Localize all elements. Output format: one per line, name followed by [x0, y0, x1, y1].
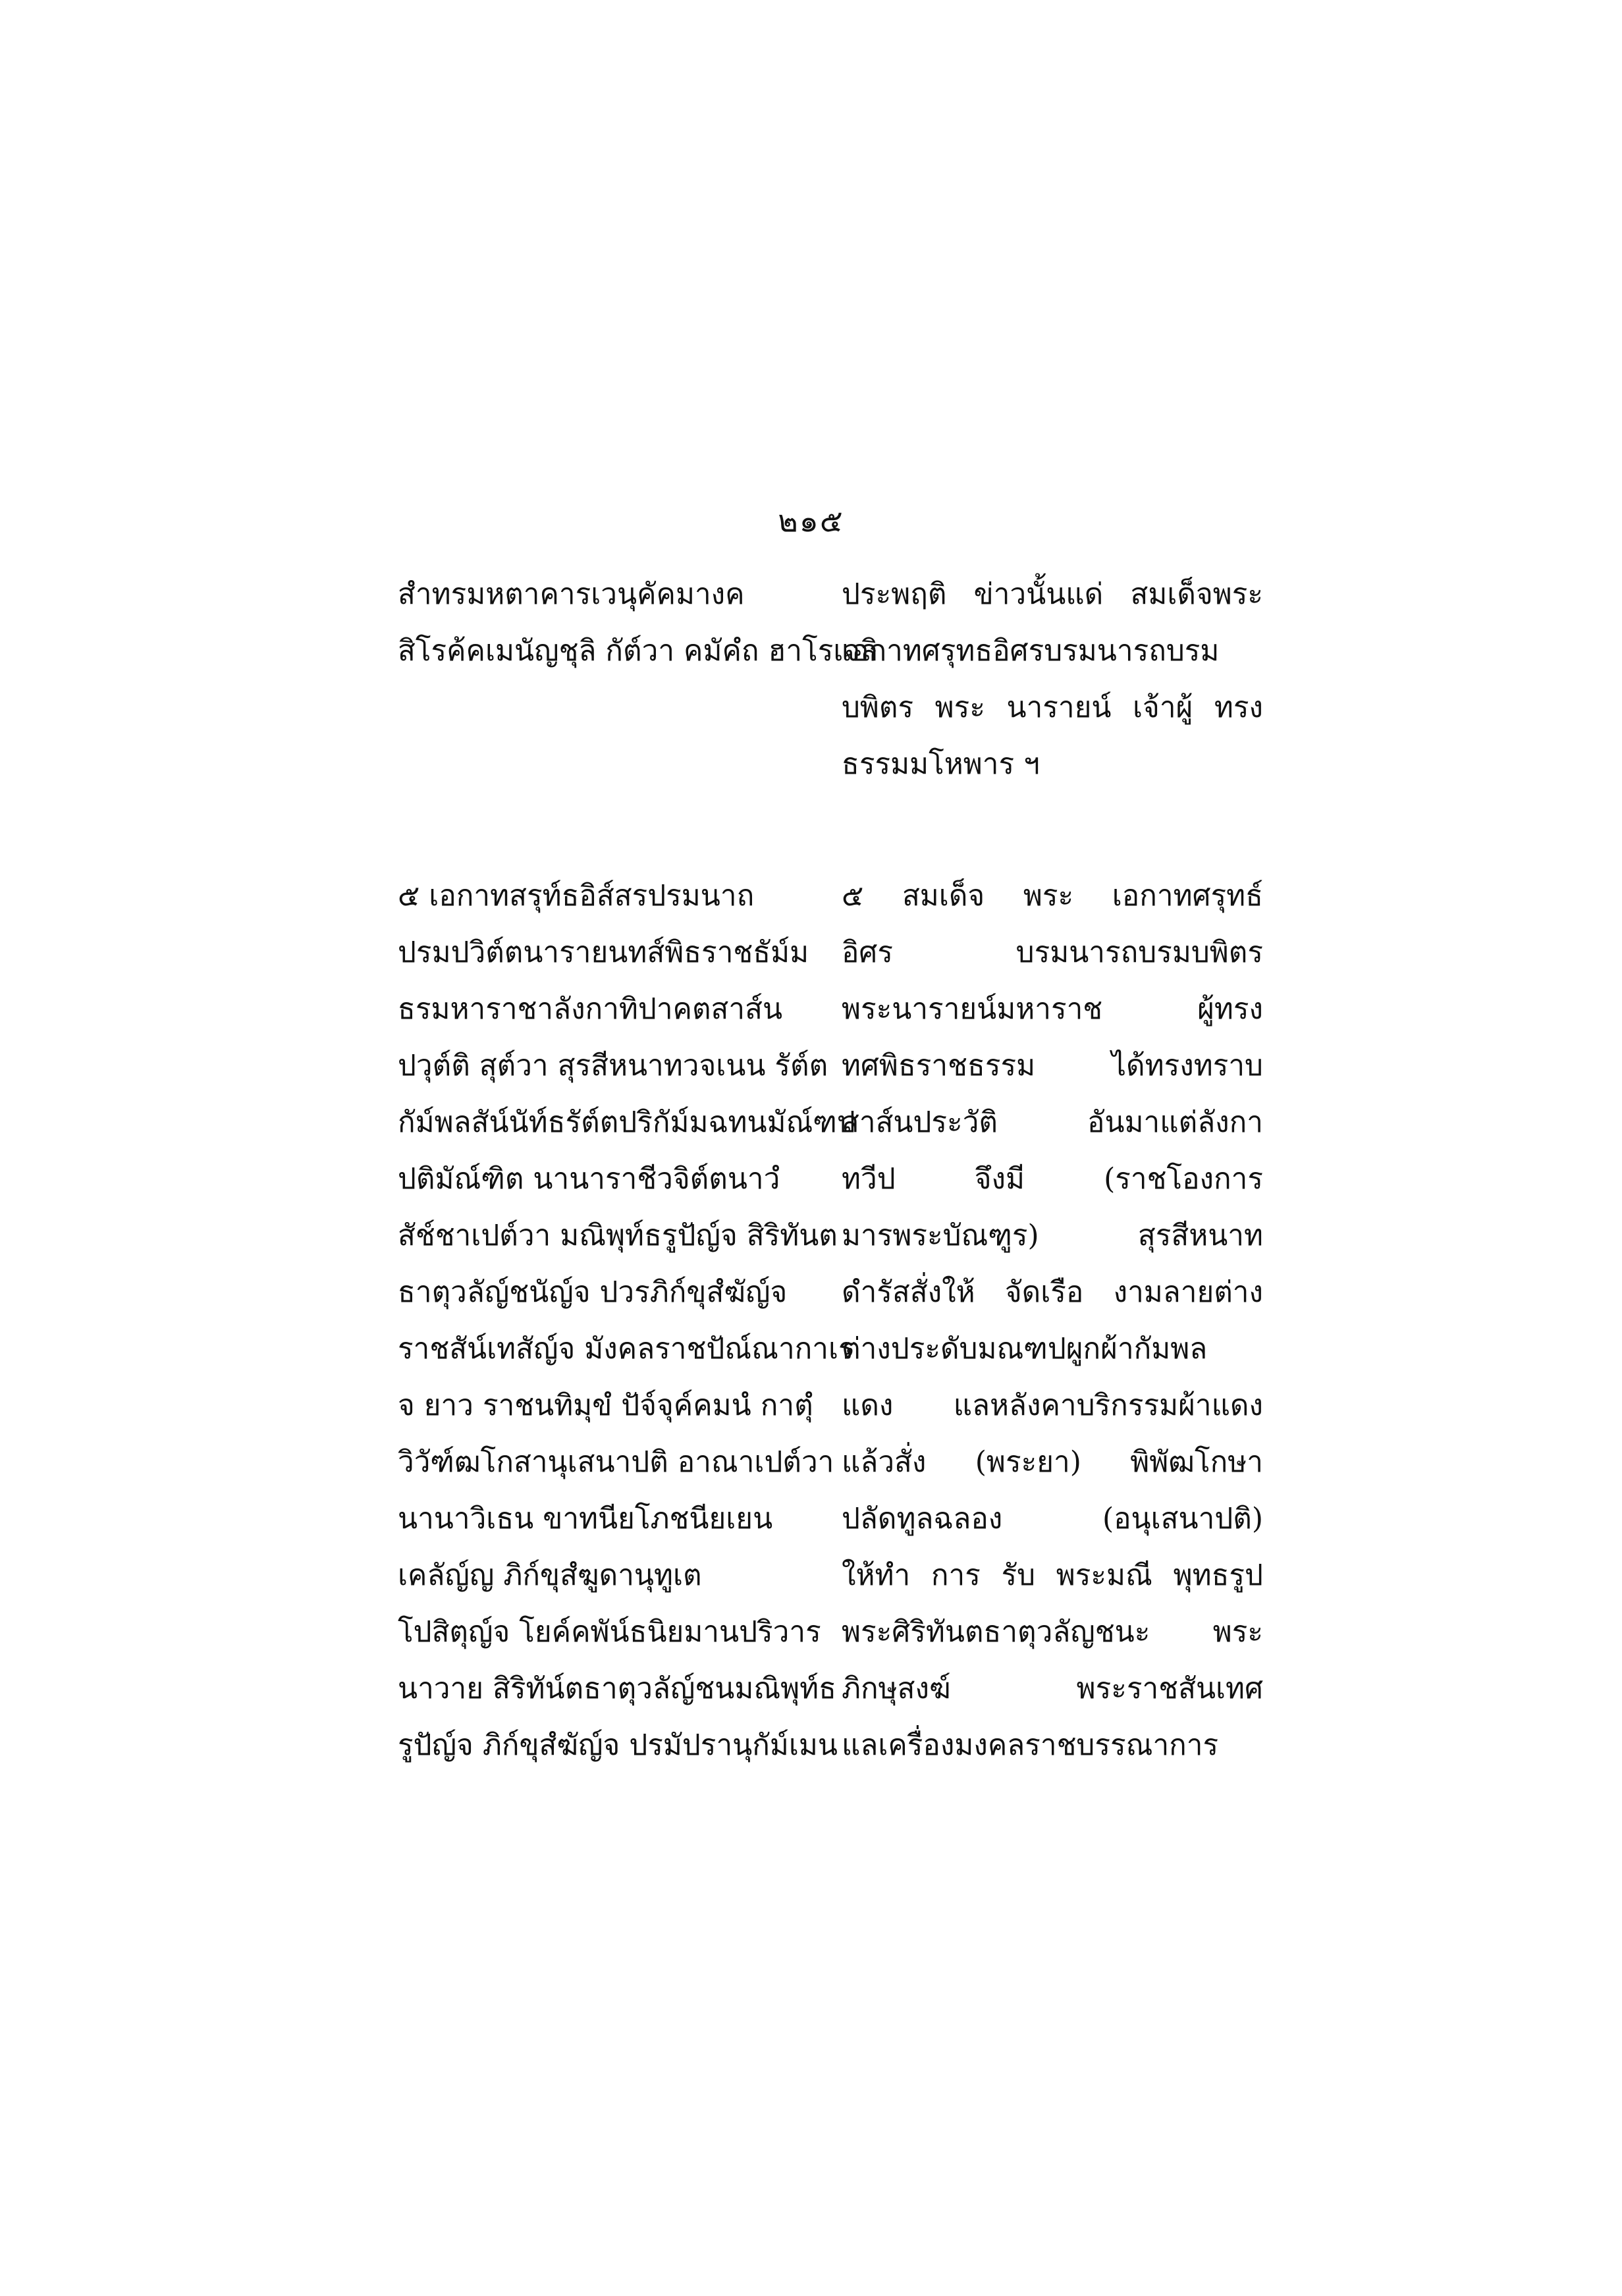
pali-line: เคลัญ์ญ ภิก์ขุสํฆูดานุทูเต [398, 1559, 702, 1592]
thai-line: อิศร บรมนารถบรมบพิตร [842, 936, 1263, 969]
pali-line: รูปัญ์จ ภิก์ขุสํฆัญ์จ ปรมัปรานุกัม์เมน [398, 1728, 838, 1762]
pali-column [394, 566, 879, 793]
thai-line: ทวีป จึงมี (ราชโองการ [842, 1162, 1263, 1196]
thai-line: ๕ สมเด็จ พระ เอกาทศรุทธ์ [842, 879, 1263, 913]
pali-line: ปติมัณ์ฑิต นานาราชีวจิต์ตนาวํ [398, 1162, 780, 1196]
pali-line: ปวุต์ติ สุต์วา สุรสีหนาทวจเนน รัต์ต [398, 1049, 828, 1082]
thai-line: เอกาทศรุทธอิศรบรมนารถบรม [842, 634, 1220, 668]
page-number: ๒๑๕ [778, 503, 844, 539]
thai-line: ปลัดทูลฉลอง (อนุเสนาปติ) [842, 1502, 1263, 1535]
pali-column [394, 868, 855, 1774]
thai-line: พระนารายน์มหาราช ผู้ทรง [842, 992, 1263, 1026]
thai-line: ธรรมมโหพาร ฯ [842, 747, 1040, 781]
thai-line: ประพฤติ ข่าวนั้นแด่ สมเด็จพระ [842, 577, 1263, 611]
pali-line: สำทรมหตาคารเวนุคัคมางค [398, 577, 745, 611]
pali-line: กัม์พลสัน์นัท์ธรัต์ตปริกัม์มฉทนมัณ์ฑป [398, 1106, 855, 1139]
thai-line: มารพระบัณฑูร) สุรสีหนาท [842, 1219, 1263, 1252]
pali-line: สิโรค้คเมนัญชุลิ กัต์วา คมัคํถ ฮาโรเจลิ [398, 634, 879, 668]
pali-line: ราชสัน์เทสัญ์จ มังคลราชปัณ์ณากาเร [398, 1332, 854, 1366]
thai-line: สาส์นประวัติ อันมาแต่ลังกา [842, 1106, 1263, 1139]
pali-line: ปรมปวิต์ตนารายนทส์พิธราชธัม์ม [398, 936, 809, 969]
pali-line: ธาตุวลัญ์ชนัญ์จ ปวรภิก์ขุสํฆัญ์จ [398, 1275, 788, 1309]
thai-line: แล้วสั่ง (พระยา) พิพัฒโกษา [842, 1445, 1263, 1479]
text-section-1 [394, 566, 1263, 793]
pali-line: วิวัฑ์ฒโกสานุเสนาปติ อาณาเปต์วา [398, 1445, 834, 1479]
text-section-2 [394, 868, 1263, 1774]
pali-line: นานาวิเธน ขาทนียโภชนียเยน [398, 1502, 773, 1535]
pali-line: จ ยาว ราชนทิมุขํ ปัจ์จุค์คมนํ กาตุํ [398, 1389, 813, 1422]
pali-line: โปสิตุญ์จ โยค์คพัน์ธนิยมานปริวาร [398, 1615, 821, 1649]
pali-line: นาวาย สิริทัน์ตธาตุวลัญ์ชนมณิพุท์ธ [398, 1672, 837, 1705]
thai-line: แลเครื่องมงคลราชบรรณาการ [842, 1728, 1219, 1762]
thai-line: ดำรัสสั่งให้ จัดเรือ งามลายต่าง [842, 1275, 1263, 1309]
thai-line: ทศพิธราชธรรม ได้ทรงทราบ [842, 1049, 1263, 1082]
thai-line: แดง แลหลังคาบริกรรมผ้าแดง [842, 1389, 1263, 1422]
thai-column [834, 566, 1263, 793]
thai-line: ให้ทำ การ รับ พระมณี พุทธรูป [842, 1559, 1263, 1592]
thai-line: ภิกษุสงฆ์ พระราชสันเทศ [842, 1672, 1263, 1705]
thai-line: บพิตร พระ นารายน์ เจ้าผู้ ทรง [842, 691, 1263, 724]
pali-line: ธรมหาราชาลังกาทิปาคตสาส์น [398, 992, 783, 1026]
thai-line: พระศิริทันตธาตุวลัญชนะ พระ [842, 1615, 1263, 1649]
pali-line: สัช์ชาเปต์วา มณิพุท์ธรูปัญ์จ สิริทันต [398, 1219, 838, 1252]
thai-column [834, 868, 1263, 1774]
pali-line: ๕ เอกาทสรุท์ธอิส์สรปรมนาถ [398, 879, 755, 913]
thai-line: ต่างประดับมณฑปผูกผ้ากัมพล [842, 1332, 1208, 1366]
